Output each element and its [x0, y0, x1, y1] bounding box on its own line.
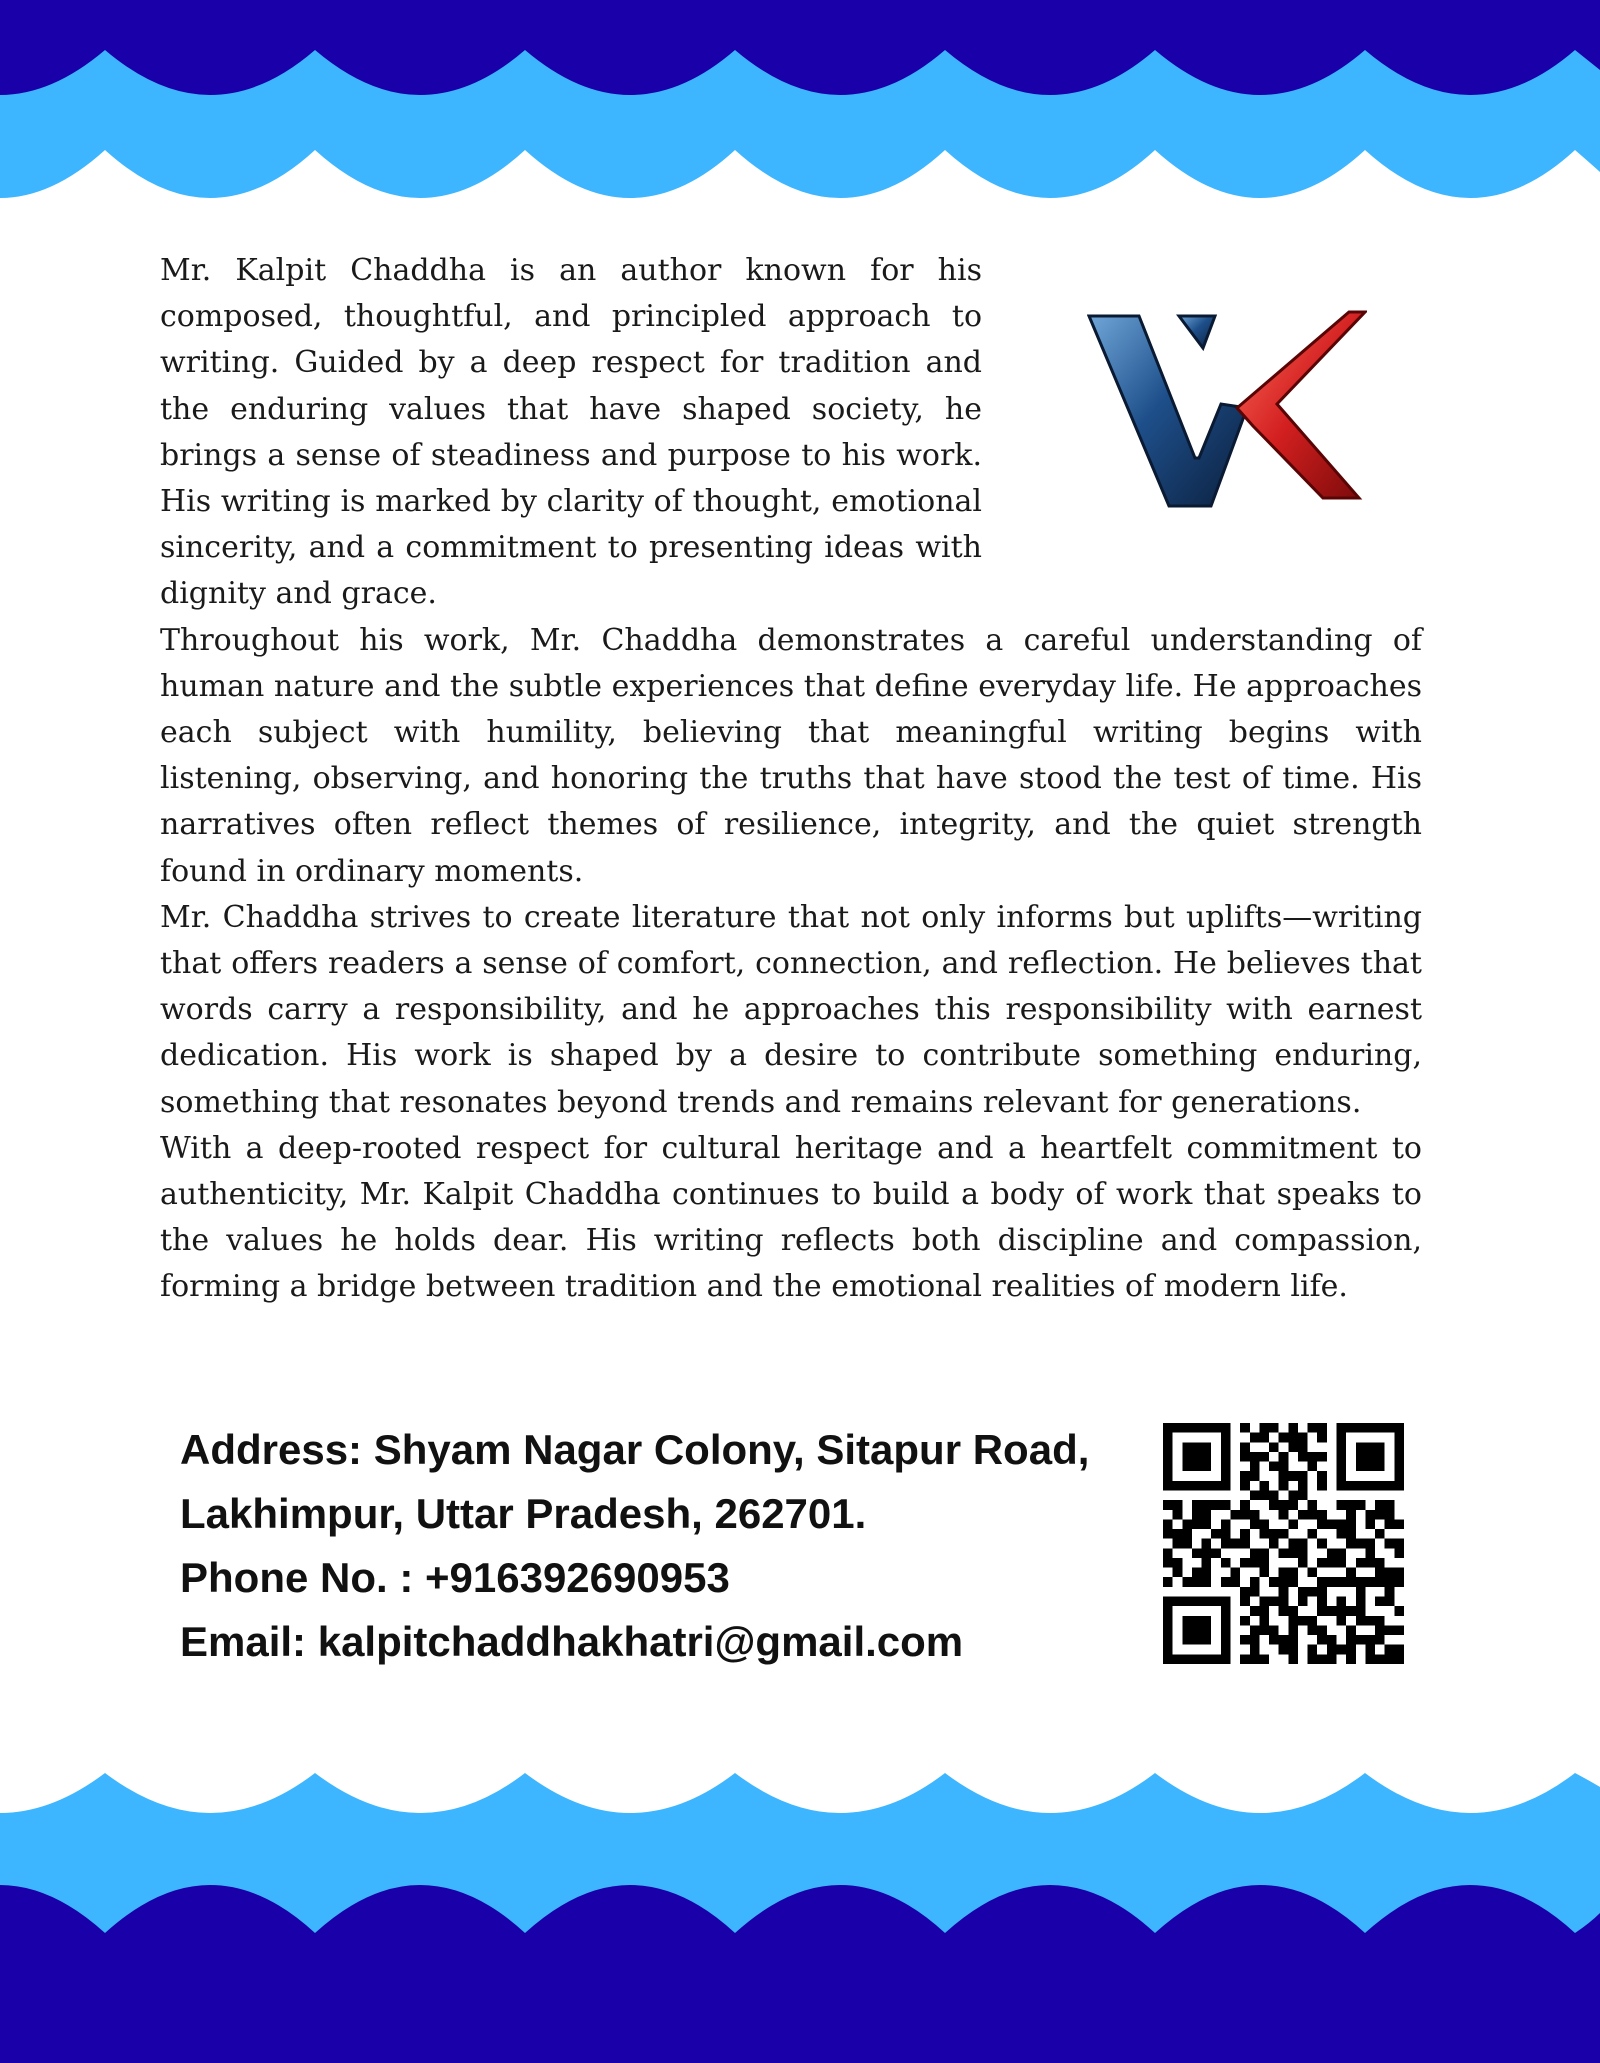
qr-code[interactable]: [1163, 1423, 1404, 1664]
address-line-2: Lakhimpur, Uttar Pradesh, 262701.: [180, 1490, 867, 1537]
bio-paragraph: Mr. Chaddha strives to create literature that not only informs but uplifts—writing that offers readers a sense of comfort, connection, and reflection. He believes that words carry a responsibility, and he approaches this responsibility with earnest dedication. His work is shaped by a desire to contribute something enduring, something that resonates beyond trends and remains relevant for generations.: [160, 899, 1422, 1120]
vk-logo: [1032, 248, 1422, 586]
author-biography: [160, 248, 1422, 1311]
phone-number: Phone No. : +916392690953: [180, 1554, 730, 1601]
vk-monogram-icon: [1087, 308, 1367, 508]
bio-paragraph: Mr. Kalpit Chaddha is an author known for his composed, thoughtful, and principled approach to writing. Guided by a deep respect for tradition and the enduring values that have shaped society, he brings a sense of steadiness and purpose to his work. His writing is marked by clarity of thought, emotional sincerity, and a commitment to presenting ideas with dignity and grace.: [160, 253, 982, 612]
email-address: Email: kalpitchaddhakhatri@gmail.com: [180, 1618, 964, 1665]
contact-details: [180, 1418, 1140, 1674]
address-line-1: Address: Shyam Nagar Colony, Sitapur Road,: [180, 1426, 1090, 1473]
bio-paragraph: Throughout his work, Mr. Chaddha demonstrates a careful understanding of human nature and the subtle experiences that define everyday life. He approaches each subject with humility, believing that meaningful writing begins with listening, observing, and honoring the truths that have stood the test of time. His narratives often reflect themes of resilience, integrity, and the quiet strength found in ordinary moments.: [160, 622, 1422, 889]
top-wave-border: [0, 0, 1600, 200]
bio-paragraph: With a deep-rooted respect for cultural heritage and a heartfelt commitment to authenticity, Mr. Kalpit Chaddha continues to build a body of work that speaks to the values he holds dear. His writing reflects both discipline and compassion, forming a bridge between tradition and the emotional realities of modern life.: [160, 1130, 1422, 1305]
bottom-wave-border: [0, 1773, 1600, 2063]
